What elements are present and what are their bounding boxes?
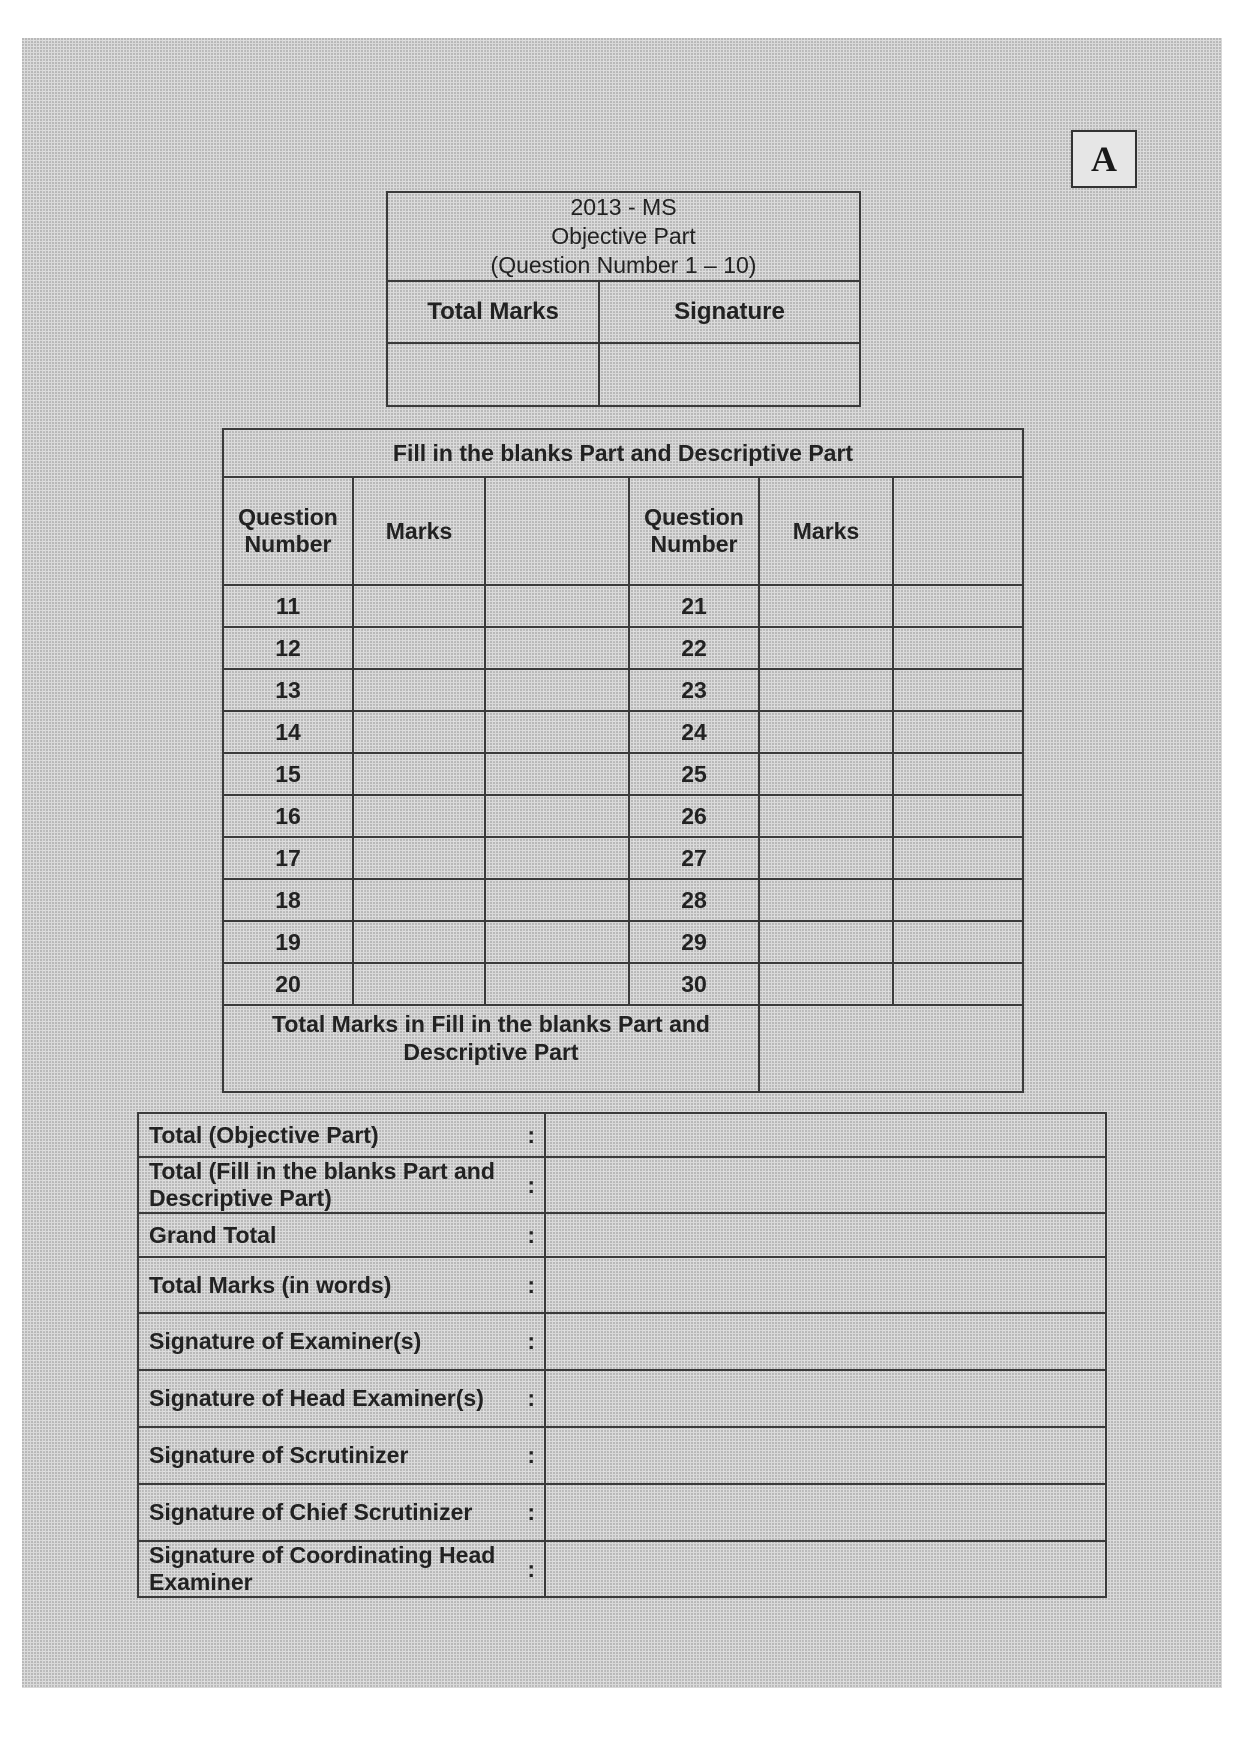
marks-field-right[interactable] (759, 753, 893, 795)
extra-field-left[interactable] (485, 753, 629, 795)
marks-field-left[interactable] (353, 669, 485, 711)
summary-row-label: Signature of Head Examiner(s) (138, 1370, 519, 1427)
summary-row-value-field[interactable] (545, 1313, 1106, 1370)
question-number-right: 23 (629, 669, 759, 711)
question-number-left: 19 (223, 921, 353, 963)
question-row (223, 711, 1023, 753)
summary-row-colon: : (519, 1484, 545, 1541)
question-number-right: 25 (629, 753, 759, 795)
question-number-header-left: Question Number (223, 477, 353, 585)
question-number-right: 26 (629, 795, 759, 837)
summary-row (138, 1113, 1106, 1157)
objective-part-heading (387, 192, 860, 281)
marks-field-right[interactable] (759, 879, 893, 921)
summary-row-value-field[interactable] (545, 1213, 1106, 1257)
summary-row (138, 1257, 1106, 1313)
summary-row-value-field[interactable] (545, 1157, 1106, 1213)
extra-field-right[interactable] (893, 627, 1023, 669)
question-number-left: 15 (223, 753, 353, 795)
question-number-left: 11 (223, 585, 353, 627)
question-row (223, 921, 1023, 963)
extra-field-left[interactable] (485, 711, 629, 753)
extra-field-left[interactable] (485, 837, 629, 879)
question-number-header-right: Question Number (629, 477, 759, 585)
summary-row-label: Total (Objective Part) (138, 1113, 519, 1157)
marks-field-right[interactable] (759, 963, 893, 1005)
summary-row-colon: : (519, 1541, 545, 1597)
extra-field-left[interactable] (485, 795, 629, 837)
extra-field-right[interactable] (893, 585, 1023, 627)
extra-field-right[interactable] (893, 711, 1023, 753)
question-rows (223, 585, 1023, 1005)
question-number-right: 24 (629, 711, 759, 753)
summary-row (138, 1313, 1106, 1370)
marks-field-right[interactable] (759, 795, 893, 837)
summary-row-colon: : (519, 1257, 545, 1313)
extra-field-left[interactable] (485, 669, 629, 711)
summary-table (137, 1112, 1107, 1598)
summary-row-label: Signature of Chief Scrutinizer (138, 1484, 519, 1541)
question-row (223, 753, 1023, 795)
question-number-left: 14 (223, 711, 353, 753)
summary-row (138, 1427, 1106, 1484)
extra-field-right[interactable] (893, 753, 1023, 795)
summary-row (138, 1484, 1106, 1541)
extra-field-right[interactable] (893, 921, 1023, 963)
summary-row-label: Signature of Scrutinizer (138, 1427, 519, 1484)
summary-row-label: Total Marks (in words) (138, 1257, 519, 1313)
marks-field-left[interactable] (353, 753, 485, 795)
question-number-left: 20 (223, 963, 353, 1005)
question-number-right: 27 (629, 837, 759, 879)
extra-field-left[interactable] (485, 963, 629, 1005)
summary-row-value-field[interactable] (545, 1370, 1106, 1427)
summary-row-colon: : (519, 1157, 545, 1213)
extra-field-left[interactable] (485, 921, 629, 963)
question-row (223, 963, 1023, 1005)
form-code-box: A (1071, 130, 1137, 188)
extra-field-left[interactable] (485, 585, 629, 627)
summary-row-value-field[interactable] (545, 1541, 1106, 1597)
summary-row-label: Signature of Examiner(s) (138, 1313, 519, 1370)
marks-field-left[interactable] (353, 837, 485, 879)
question-row (223, 879, 1023, 921)
marks-field-left[interactable] (353, 921, 485, 963)
summary-row-label: Grand Total (138, 1213, 519, 1257)
summary-row-value-field[interactable] (545, 1427, 1106, 1484)
objective-signature-header: Signature (599, 281, 860, 343)
summary-row-colon: : (519, 1370, 545, 1427)
blank-header-left (485, 477, 629, 585)
summary-row-colon: : (519, 1313, 545, 1370)
summary-row-label: Signature of Coordinating Head Examiner (138, 1541, 519, 1597)
objective-part-title: Objective Part (551, 223, 696, 249)
summary-row-value-field[interactable] (545, 1113, 1106, 1157)
question-number-left: 16 (223, 795, 353, 837)
summary-row-value-field[interactable] (545, 1484, 1106, 1541)
summary-row (138, 1157, 1106, 1213)
objective-total-marks-header: Total Marks (387, 281, 599, 343)
objective-signature-field[interactable] (599, 343, 860, 406)
marks-header-right: Marks (759, 477, 893, 585)
question-number-right: 30 (629, 963, 759, 1005)
objective-question-range: (Question Number 1 – 10) (490, 252, 757, 278)
fill-descriptive-table (222, 428, 1024, 1093)
extra-field-right[interactable] (893, 669, 1023, 711)
question-row (223, 837, 1023, 879)
question-row (223, 669, 1023, 711)
marks-field-left[interactable] (353, 963, 485, 1005)
question-number-right: 22 (629, 627, 759, 669)
marks-field-left[interactable] (353, 711, 485, 753)
extra-field-right[interactable] (893, 879, 1023, 921)
question-number-left: 13 (223, 669, 353, 711)
summary-row-colon: : (519, 1213, 545, 1257)
question-number-right: 29 (629, 921, 759, 963)
marks-header-left: Marks (353, 477, 485, 585)
summary-row (138, 1541, 1106, 1597)
marks-field-left[interactable] (353, 795, 485, 837)
marks-field-left[interactable] (353, 627, 485, 669)
marks-field-left[interactable] (353, 585, 485, 627)
fill-descriptive-total-field[interactable] (759, 1005, 1023, 1092)
marks-field-right[interactable] (759, 585, 893, 627)
objective-total-marks-field[interactable] (387, 343, 599, 406)
marks-field-right[interactable] (759, 837, 893, 879)
question-number-left: 12 (223, 627, 353, 669)
extra-field-left[interactable] (485, 879, 629, 921)
fill-descriptive-title: Fill in the blanks Part and Descriptive Part (223, 429, 1023, 477)
question-number-left: 17 (223, 837, 353, 879)
summary-row-colon: : (519, 1113, 545, 1157)
extra-field-right[interactable] (893, 795, 1023, 837)
marks-field-right[interactable] (759, 921, 893, 963)
question-number-left: 18 (223, 879, 353, 921)
extra-field-right[interactable] (893, 963, 1023, 1005)
summary-rows (138, 1113, 1106, 1597)
summary-row (138, 1213, 1106, 1257)
summary-row (138, 1370, 1106, 1427)
summary-row-value-field[interactable] (545, 1257, 1106, 1313)
fill-descriptive-total-label: Total Marks in Fill in the blanks Part and Descriptive Part (223, 1005, 759, 1092)
summary-row-colon: : (519, 1427, 545, 1484)
marks-field-right[interactable] (759, 669, 893, 711)
blank-header-right (893, 477, 1023, 585)
marks-field-right[interactable] (759, 627, 893, 669)
question-row (223, 627, 1023, 669)
summary-row-label: Total (Fill in the blanks Part and Descriptive Part) (138, 1157, 519, 1213)
marks-field-right[interactable] (759, 711, 893, 753)
extra-field-left[interactable] (485, 627, 629, 669)
exam-code: 2013 - MS (570, 194, 677, 220)
question-number-right: 21 (629, 585, 759, 627)
extra-field-right[interactable] (893, 837, 1023, 879)
objective-part-table (386, 191, 861, 407)
question-row (223, 795, 1023, 837)
question-row (223, 585, 1023, 627)
question-number-right: 28 (629, 879, 759, 921)
marks-field-left[interactable] (353, 879, 485, 921)
